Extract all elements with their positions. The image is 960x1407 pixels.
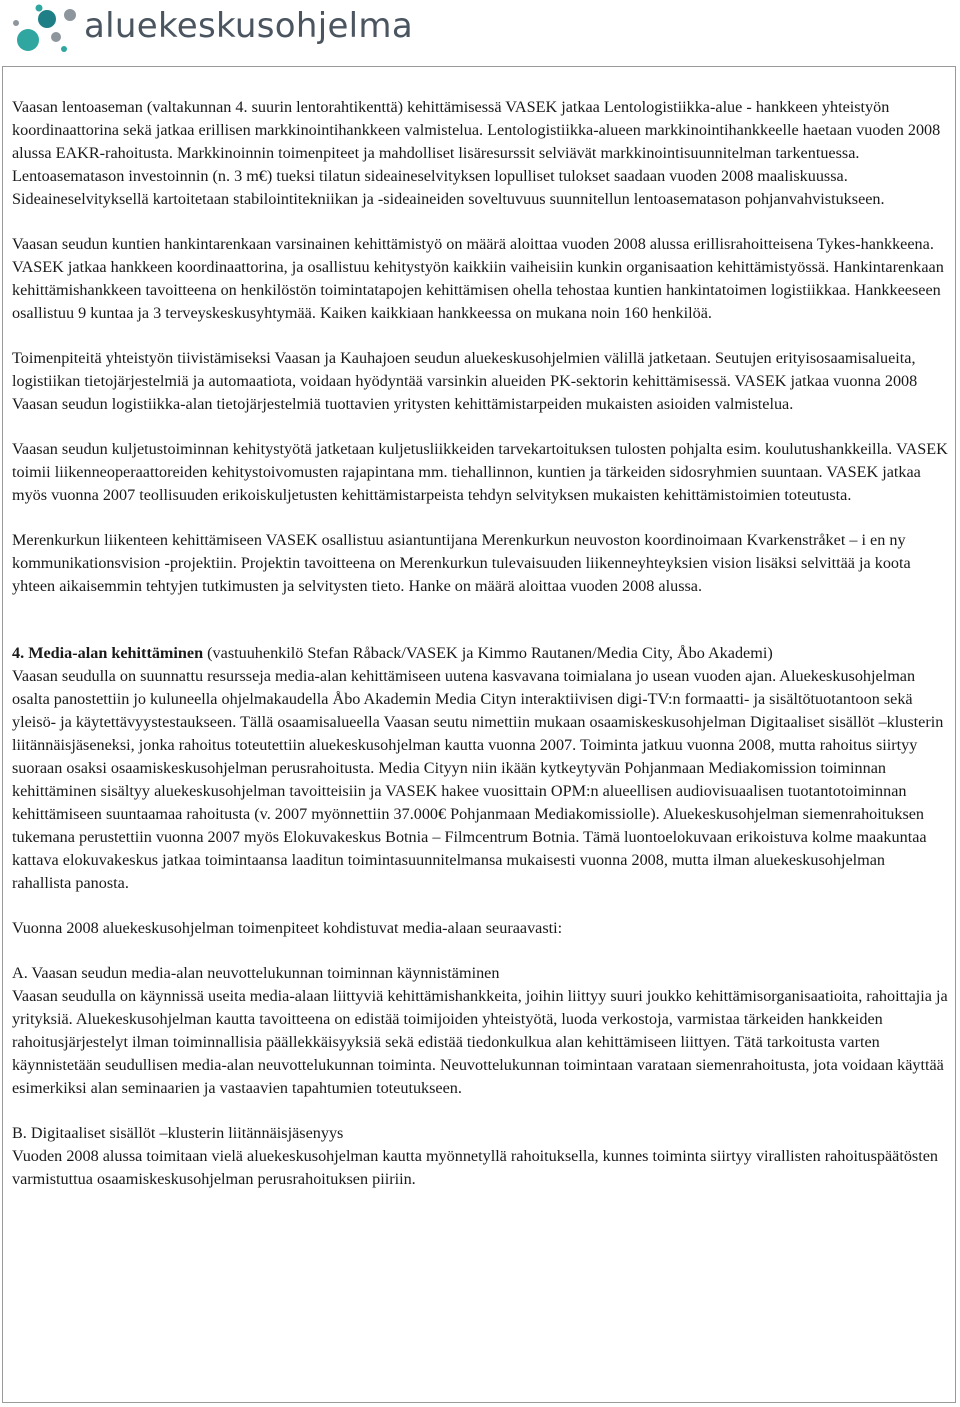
section-4-intro: Vuonna 2008 aluekeskusohjelman toimenpiteet kohdistuvat media-alaan seuraavasti:	[12, 919, 563, 937]
section-4-body: Vaasan seudulla on suunnattu resursseja media-alan kehittämiseen uutena kasvavana toimialana jo usean vuoden ajan. Aluekeskusohjelman osalta panostettiin jo kuluneella ohjelmakaudella Åbo Akademin Media Cityn interaktiivisen digi-TV:n formaatti- ja sisältötuotantoon sekä yleisö- ja käytettävyystestaukseen. Tällä osaamisalueella Vaasan seutu nimettiin mukaan osaamiskeskusohjelman Digitaaliset sisällöt –klusterin liitännäisjäseneksi, jonka rahoitus toteutettiin aluekeskusohjelman kautta vuonna 2007. Toiminta jatkuu vuonna 2008, mutta rahoitus siirtyy suoraan osaksi osaamiskeskusohjelman perusrahoitusta. Media Cityyn niin ikään kytkeytyvän Pohjanmaan Mediakomission toiminnan kehittäminen sisältyy aluekeskusohjelman tavoitteisiin ja VASEK hakee vuosittain OPM:n alueellisen audiovisuaalisen tuotantotoiminnan kehittämiseen suuntaamaa rahoitusta (v. 2007 myönnettiin 37.000€ Pohjanmaan Mediakomissiolle). Aluekeskusohjelman siemenrahoituksen tukemana perustettiin vuonna 2007 myös Elokuvakeskus Botnia – Filmcentrum Botnia. Tämä luontoelokuvaan erikoistuva kolme maakuntaa kattava elokuvakeskus jatkaa toimintaansa laaditun toimintasuunnitelmansa mukaisesti vuonna 2008, mutta ilman aluekeskusohjelman rahallista panosta.	[12, 667, 944, 892]
item-b-body: Vuoden 2008 alussa toimitaan vielä aluekeskusohjelman kautta myönnetyllä rahoituksella, kunnes toiminta siirtyy virallisten rahoituspäätösten varmistuttua osaamiskeskusohjelman perusrahoituksen piiriin.	[12, 1147, 939, 1188]
item-b	[12, 1122, 948, 1191]
section-4	[12, 642, 948, 895]
document-body	[12, 96, 948, 1213]
item-a	[12, 962, 948, 1100]
paragraph-transport: Vaasan seudun kuljetustoiminnan kehitystyötä jatketaan kuljetusliikkeiden tarvekartoituksen tulosten pohjalta esim. koulutushankkeilla. VASEK toimii liikenneoperaattoreiden kehitystoivomusten rajapintana mm. tiehallinnon, kuntien ja tärkeiden sidosryhmien suuntaan. VASEK jatkaa myös vuonna 2007 teollisuuden erikoiskuljetusten kehittämistarpeista tehdyn selvityksen mukaisten kehittämistoimien toteutusta.	[12, 440, 948, 504]
paragraph-airport: Vaasan lentoaseman (valtakunnan 4. suurin lentorahtikenttä) kehittämisessä VASEK jatkaa Lentologistiikka-alue - hankkeen yhteistyön koordinaattorina sekä jatkaa erillisen markkinointihankkeen valmistelua. Lentologistiikka-alueen markkinointihankkeelle haetaan vuoden 2008 alussa EAKR-rahoitusta. Markkinoinnin toimenpiteet ja mahdolliset lisäresurssit selviävät markkinointisuunnitelman tarkentuessa. Lentoasematason investoinnin (n. 3 m€) tueksi tilatun sideaineselvityksen lopulliset tulokset saadaan vuoden 2008 maaliskuussa. Sideaineselvityksellä kartoitetaan stabilointitekniikan ja -sideaineiden soveltuvuus suunnitellun lentoasematason pohjanvahvistukseen.	[12, 98, 941, 208]
paragraph-procurement: Vaasan seudun kuntien hankintarenkaan varsinainen kehittämistyö on määrä aloittaa vuoden 2008 alussa erillisrahoitteisena Tykes-hankkeena. VASEK jatkaa hankkeen koordinaattorina, ja osallistuu kehitystyön kaikkiin vaiheisiin kunkin organisaation kehittämistyössä. Hankintarenkaan kehittämishankkeen tavoitteena on henkilöstön toimintatapojen kehittämisen ohella tehostaa kuntien hankintatoimen logistiikkaa. Hankkeeseen osallistuu 9 kuntaa ja 3 terveyskeskusyhtymää. Kaiken kaikkiaan hankkeessa on mukana noin 160 henkilöä.	[12, 235, 944, 322]
section-spacer	[12, 620, 948, 642]
paragraph-cooperation: Toimenpiteitä yhteistyön tiivistämiseksi Vaasan ja Kauhajoen seudun aluekeskusohjelmien välillä jatketaan. Seutujen erityisosaamisalueita, logistiikan tietojärjestelmiä ja automaatiota, voidaan hyödyntää varsinkin alueiden PK-sektorin kehittämisessä. VASEK jatkaa vuonna 2008 Vaasan seudun logistiikka-alan tietojärjestelmiä tuottavien yritysten kehittämistarpeiden mukaisten asioiden valmistelua.	[12, 349, 918, 413]
logo-text: aluekeskusohjelma	[84, 6, 413, 46]
section-4-heading: 4. Media-alan kehittäminen	[12, 644, 204, 662]
item-b-title: B. Digitaaliset sisällöt –klusterin liitännäisjäsenyys	[12, 1124, 344, 1142]
dots-logo-icon	[8, 2, 92, 60]
item-a-body: Vaasan seudulla on käynnissä useita media-alaan liittyviä kehittämishankkeita, joihin liittyy suuri joukko kehittämisorganisaatioita, rahoittajia ja yrityksiä. Aluekeskusohjelman kautta tavoitteena on edistää toimijoiden yhteistyötä, luoda verkostoja, varmistaa tärkeiden hankkeiden rahoitusjärjestelyt ilman toiminnallisia päällekkäisyyksiä sekä edistää tiedonkulkua alan kehittämiseen liittyen. Tätä tarkoitusta varten käynnistetään seudullisen media-alan neuvottelukunnan toiminta. Neuvottelukunnan toimintaan varataan siemenrahoitusta, jota voidaan käyttää esimerkiksi alan seminaarien ja vastaavien tapahtumien toteutukseen.	[12, 987, 948, 1097]
paragraph-kvarken: Merenkurkun liikenteen kehittämiseen VASEK osallistuu asiantuntijana Merenkurkun neuvoston koordinoimaan Kvarkenstråket – i en ny kommunikationsvision -projektiin. Projektin tavoitteena on Merenkurkun tulevaisuuden liikenneyhteyksien vision lisäksi selvittää ja koota yhteen aikaisemmin tehtyjen tutkimusten ja selvitysten tieto. Hanke on määrä aloittaa vuoden 2008 alussa.	[12, 531, 911, 595]
item-a-title: A. Vaasan seudun media-alan neuvottelukunnan toiminnan käynnistäminen	[12, 964, 500, 982]
section-4-heading-rest: (vastuuhenkilö Stefan Råback/VASEK ja Kimmo Rautanen/Media City, Åbo Akademi)	[203, 644, 773, 662]
page-header	[0, 0, 960, 62]
